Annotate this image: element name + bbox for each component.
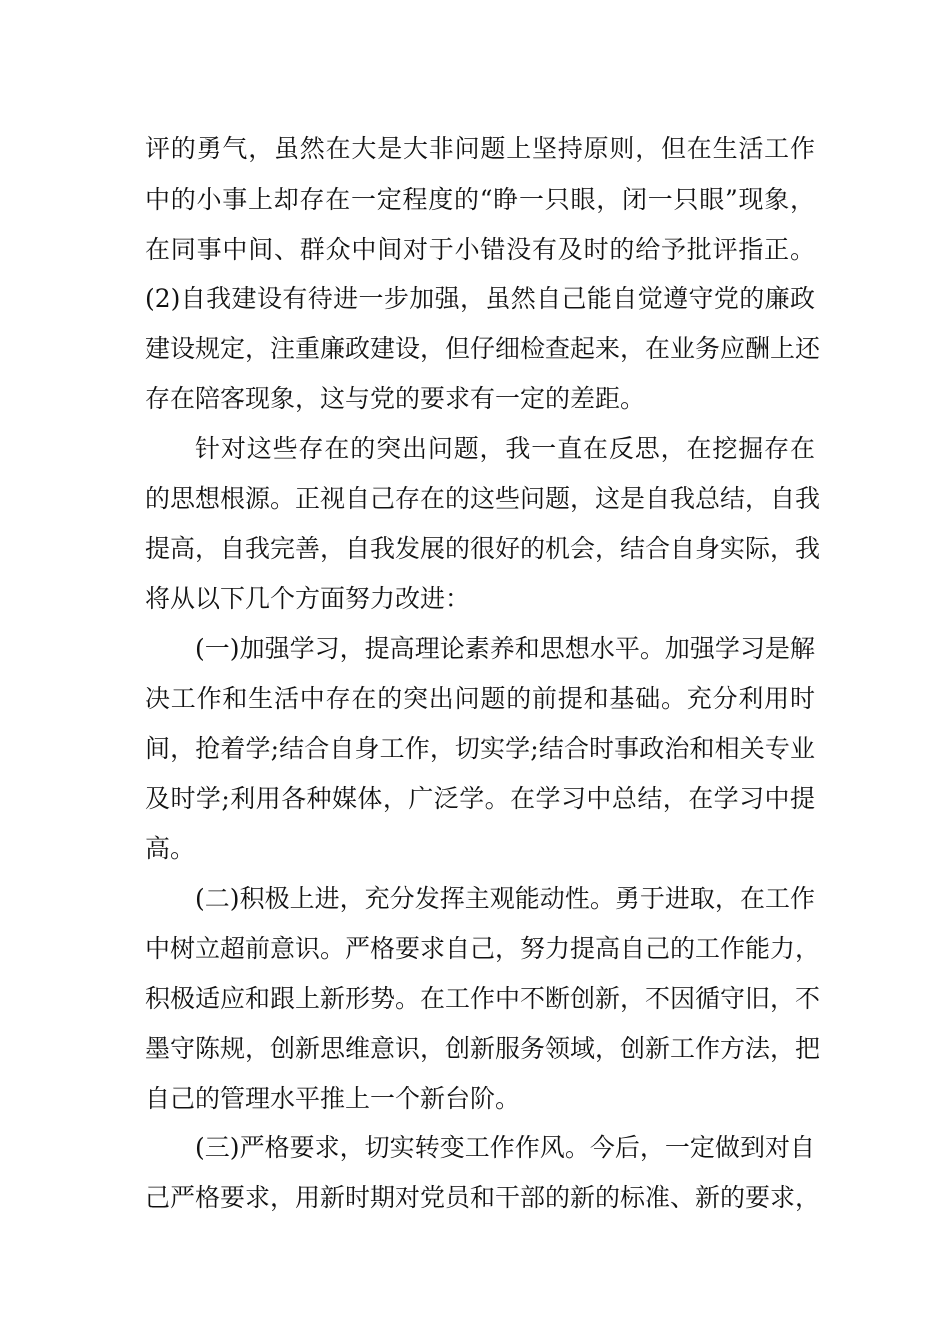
text-line: 己严格要求，用新时期对党员和干部的新的标准、新的要求， [145,1183,821,1212]
text-line: 决工作和生活中存在的突出问题的前提和基础。充分利用时 [145,684,815,713]
text-line: 墨守陈规，创新思维意识，创新服务领域，创新工作方法，把 [145,1034,821,1063]
text-line: 自己的管理水平推上一个新台阶。 [145,1084,521,1113]
text-line: 中树立超前意识。严格要求自己，努力提高自己的工作能力， [145,934,821,963]
paragraph-first-line: (一)加强学习，提高理论素养和思想水平。加强学习是解 [195,634,815,663]
text-line: (2)自我建设有待进一步加强，虽然自己能自觉遵守党的廉政 [145,284,815,313]
text-line: 在同事中间、群众中间对于小错没有及时的给予批评指正。 [145,235,815,264]
text-line: 及时学;利用各种媒体，广泛学。在学习中总结，在学习中提 [145,784,815,813]
text-line: 中的小事上却存在一定程度的“睁一只眼，闭一只眼”现象， [145,185,815,214]
text-line: 积极适应和跟上新形势。在工作中不断创新，不因循守旧，不 [145,984,821,1013]
text-line: 高。 [145,834,196,863]
paragraph-first-line: (二)积极上进，充分发挥主观能动性。勇于进取，在工作 [195,884,815,913]
text-line: 提高，自我完善，自我发展的很好的机会，结合自身实际，我 [145,534,821,563]
paragraph-first-line: 针对这些存在的突出问题，我一直在反思，在挖掘存在 [195,434,815,463]
text-line: 将从以下几个方面努力改进： [145,584,471,613]
paragraph-first-line: (三)严格要求，切实转变工作作风。今后，一定做到对自 [195,1133,815,1162]
text-line: 间，抢着学;结合自身工作，切实学;结合时事政治和相关专业 [145,734,815,763]
text-line: 的思想根源。正视自己存在的这些问题，这是自我总结，自我 [145,484,821,513]
text-line: 评的勇气，虽然在大是大非问题上坚持原则，但在生活工作 [145,134,815,163]
text-line: 建设规定，注重廉政建设，但仔细检查起来，在业务应酬上还 [145,334,821,363]
text-line: 存在陪客现象，这与党的要求有一定的差距。 [145,384,646,413]
